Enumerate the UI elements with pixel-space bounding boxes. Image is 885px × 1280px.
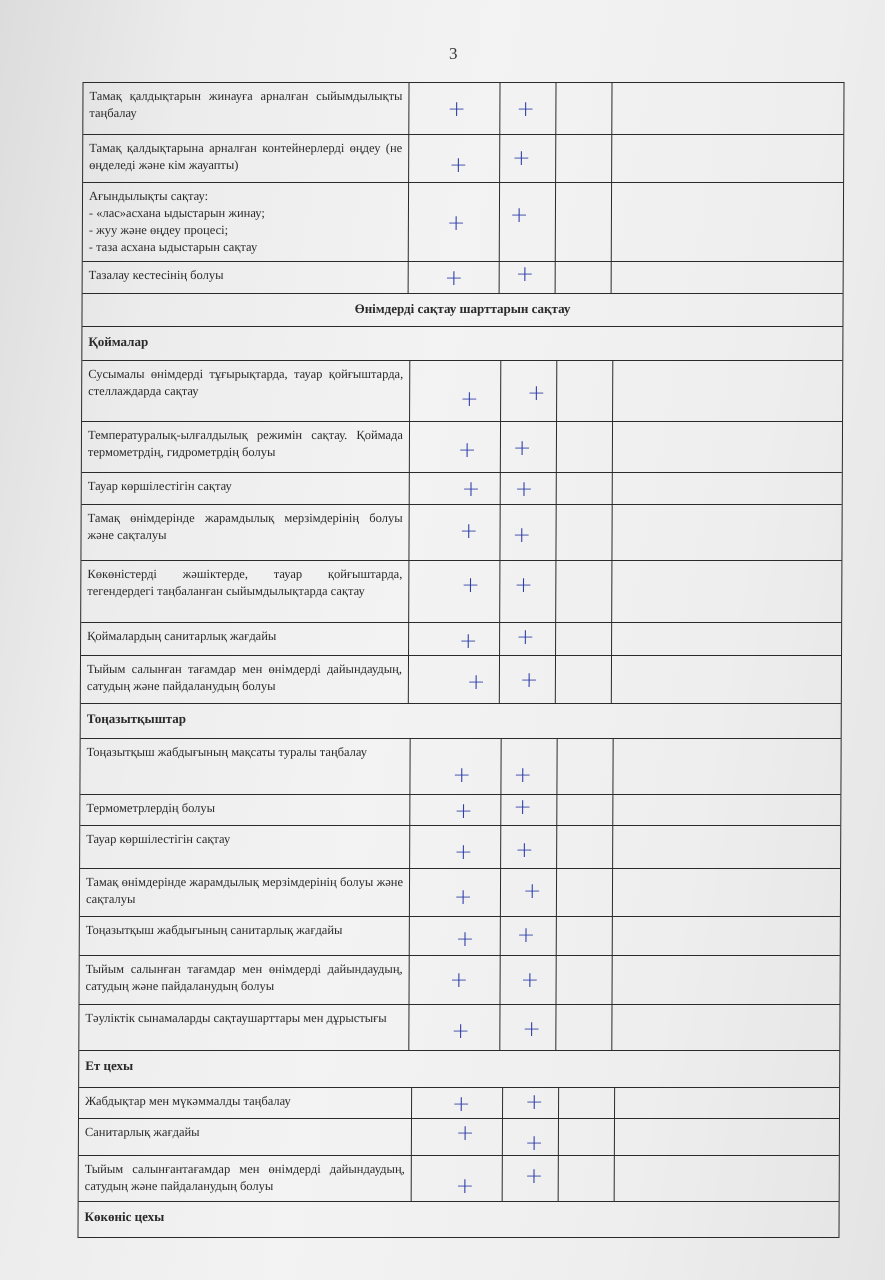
check-cell: [500, 623, 556, 655]
empty-cell: [556, 561, 612, 622]
empty-cell: [556, 262, 612, 293]
plus-mark: +: [449, 153, 468, 178]
plus-mark: +: [459, 629, 478, 654]
plus-mark: +: [512, 146, 531, 171]
plus-mark: +: [515, 262, 535, 287]
row-text: Температуралық-ылғалдылық режимін сақтау. Қоймада термометрдің, гидрометрдің болуы: [82, 422, 410, 472]
page-number: 3: [449, 44, 458, 63]
plus-mark: +: [520, 968, 540, 993]
empty-cell: [557, 739, 613, 794]
plus-mark: +: [525, 1090, 544, 1115]
table-row: [82, 422, 842, 473]
check-cell: [409, 135, 500, 182]
check-cell: [412, 1119, 503, 1155]
plus-mark: +: [512, 436, 532, 461]
row-text: Тамақ өнімдерінде жарамдылық мерзімдерінің болуы және сақталуы: [80, 869, 410, 916]
check-cell: [500, 262, 556, 293]
table-row: [80, 795, 840, 826]
notes-cell: [612, 505, 841, 560]
notes-cell: [612, 623, 841, 655]
table-row: [81, 623, 841, 656]
checklist-table: [77, 82, 844, 1238]
notes-cell: [612, 656, 841, 703]
subsection-title: Тоңазытқыштар: [86, 711, 187, 726]
subsection-title: Ет цехы: [85, 1058, 134, 1073]
notes-cell: [612, 262, 843, 293]
plus-mark: +: [522, 879, 542, 904]
plus-mark: +: [446, 211, 466, 236]
check-cell: [409, 956, 500, 1004]
row-text: Тауар көршілестігін сақтау: [82, 473, 410, 504]
plus-mark: +: [454, 799, 473, 824]
check-cell: [500, 656, 556, 703]
section-title: Өнімдерді сақтау шарттарын сақтау: [354, 301, 571, 316]
plus-mark: +: [519, 668, 539, 693]
check-cell: [500, 83, 556, 134]
check-cell: [501, 795, 557, 825]
empty-cell: [556, 183, 612, 261]
subsection-header-row: [79, 1051, 839, 1088]
plus-mark: +: [461, 573, 480, 598]
check-cell: [409, 505, 500, 560]
plus-mark: +: [452, 1092, 471, 1117]
row-text-line: - таза асхана ыдыстарын сақтау: [88, 240, 258, 254]
notes-cell: [613, 422, 842, 472]
empty-cell: [559, 1088, 615, 1118]
check-cell: [412, 1088, 503, 1118]
plus-mark: +: [466, 670, 486, 695]
check-cell: [410, 795, 501, 825]
check-cell: [503, 1156, 559, 1201]
notes-cell: [612, 956, 839, 1004]
check-cell: [412, 1156, 503, 1201]
row-text: Сусымалы өнімдерді тұғырықтарда, тауар қойғыштарда, стеллаждарда сақтау: [82, 361, 410, 421]
plus-mark: +: [455, 1174, 475, 1199]
table-row: [83, 135, 843, 183]
plus-mark: +: [527, 381, 546, 406]
check-cell: [501, 473, 557, 504]
row-text-line: - «лас»асхана ыдыстарын жинау;: [88, 206, 265, 220]
row-text: Тыйым салынған тағамдар мен өнімдерді дайындаудың, сатудың және пайдаланудың болуы: [81, 656, 409, 703]
row-text: Тәуліктік сынамаларды сақтаушарттары мен дұрыстығы: [79, 1005, 409, 1050]
check-cell: [503, 1088, 559, 1118]
notes-cell: [613, 739, 840, 794]
plus-mark: +: [444, 266, 464, 291]
notes-cell: [615, 1156, 839, 1201]
plus-mark: +: [516, 625, 535, 650]
plus-mark: +: [457, 438, 477, 463]
empty-cell: [557, 869, 613, 916]
empty-cell: [556, 1005, 612, 1050]
row-text: Термометрлердің болуы: [80, 795, 410, 825]
plus-mark: +: [461, 477, 481, 502]
table-row: [82, 361, 842, 422]
row-text: [83, 183, 409, 261]
check-cell: [503, 1119, 559, 1155]
row-text-line: - жуу және өңдеу процесі;: [88, 223, 229, 237]
notes-cell: [613, 869, 840, 916]
row-text: Қоймалардың санитарлық жағдайы: [81, 623, 409, 655]
table-row: [82, 473, 842, 505]
plus-mark: +: [515, 838, 534, 863]
check-cell: [500, 956, 556, 1004]
row-text: Жабдықтар мен мүкәммалды таңбалау: [79, 1088, 412, 1118]
plus-mark: +: [451, 1019, 470, 1044]
row-text-line: Ағындылықты сақтау:: [88, 189, 209, 203]
check-cell: [501, 361, 557, 421]
plus-mark: +: [509, 203, 529, 228]
check-cell: [410, 917, 501, 955]
subsection-header-row: [81, 704, 841, 739]
notes-cell: [613, 917, 840, 955]
table-row: [79, 956, 839, 1005]
table-row: [79, 1088, 839, 1119]
plus-mark: +: [524, 1131, 544, 1156]
plus-mark: +: [513, 795, 532, 820]
notes-cell: [613, 795, 840, 825]
check-cell: [409, 623, 500, 655]
subsection-header-row: [82, 327, 842, 361]
notes-cell: [612, 135, 843, 182]
plus-mark: +: [455, 927, 475, 952]
plus-mark: +: [454, 840, 473, 865]
table-row: [83, 83, 843, 135]
check-cell: [410, 826, 501, 868]
check-cell: [501, 917, 557, 955]
notes-cell: [613, 826, 840, 868]
table-row: [79, 1119, 839, 1156]
row-text: Тауар көршілестігін сақтау: [80, 826, 410, 868]
plus-mark: +: [514, 477, 534, 502]
empty-cell: [557, 795, 613, 825]
empty-cell: [556, 83, 612, 134]
empty-cell: [557, 361, 613, 421]
subsection-title: Көкөніс цехы: [84, 1209, 165, 1224]
check-cell: [500, 183, 556, 261]
check-cell: [410, 739, 501, 794]
table-row: [83, 262, 843, 294]
empty-cell: [557, 473, 613, 504]
plus-mark: +: [516, 97, 535, 122]
plus-mark: +: [449, 968, 469, 993]
table-row: [80, 826, 840, 869]
row-text: Тамақ қалдықтарын жинауға арналған сыйымдылықты таңбалау: [83, 83, 409, 134]
row-text: Тамақ өнімдерінде жарамдылық мерзімдерінің болуы және сақталуы: [81, 505, 409, 560]
check-cell: [409, 262, 500, 293]
empty-cell: [557, 917, 613, 955]
check-cell: [501, 869, 557, 916]
table-row: [80, 869, 840, 917]
table-row: [79, 1156, 839, 1202]
table-row: [83, 183, 843, 262]
plus-mark: +: [452, 763, 471, 788]
check-cell: [501, 739, 557, 794]
row-text: Тазалау кестесінің болуы: [83, 262, 409, 293]
check-cell: [500, 135, 556, 182]
notes-cell: [615, 1088, 839, 1118]
empty-cell: [556, 956, 612, 1004]
row-text: Тоңазытқыш жабдығының санитарлық жағдайы: [80, 917, 410, 955]
row-text: Тамақ қалдықтарына арналған контейнерлерді өңдеу (не өңделеді және кім жауапты): [83, 135, 409, 182]
table-row: [81, 656, 841, 704]
plus-mark: +: [455, 1121, 475, 1146]
notes-cell: [615, 1119, 839, 1155]
check-cell: [410, 869, 501, 916]
section-header-row: [82, 294, 842, 327]
empty-cell: [557, 826, 613, 868]
check-cell: [501, 826, 557, 868]
check-cell: [410, 422, 501, 472]
plus-mark: +: [514, 573, 533, 598]
table-row: [80, 739, 840, 795]
check-cell: [501, 422, 557, 472]
table-row: [81, 505, 841, 561]
check-cell: [410, 361, 501, 421]
subsection-header-row: [78, 1202, 838, 1238]
plus-mark: +: [524, 1164, 544, 1189]
table-row: [80, 917, 840, 956]
check-cell: [409, 656, 500, 703]
plus-mark: +: [447, 97, 466, 122]
check-cell: [500, 1005, 556, 1050]
notes-cell: [612, 1005, 839, 1050]
table-row: [79, 1005, 839, 1051]
check-cell: [410, 473, 501, 504]
check-cell: [500, 505, 556, 560]
empty-cell: [556, 505, 612, 560]
empty-cell: [556, 656, 612, 703]
check-cell: [409, 1005, 500, 1050]
notes-cell: [612, 561, 841, 622]
row-text: Тоңазытқыш жабдығының мақсаты туралы таңбалау: [80, 739, 410, 794]
plus-mark: +: [453, 885, 473, 910]
notes-cell: [613, 361, 842, 421]
notes-cell: [612, 83, 843, 134]
row-text: Тыйым салынғантағамдар мен өнімдерді дайындаудың, сатудың және пайдаланудың болуы: [79, 1156, 412, 1201]
empty-cell: [559, 1156, 615, 1201]
subsection-title: Қоймалар: [88, 334, 149, 349]
plus-mark: +: [522, 1017, 541, 1042]
notes-cell: [612, 183, 843, 261]
plus-mark: +: [459, 519, 479, 544]
empty-cell: [556, 135, 612, 182]
check-cell: [409, 83, 500, 134]
plus-mark: +: [460, 387, 479, 412]
table-row: [81, 561, 841, 623]
row-text: Санитарлық жағдайы: [79, 1119, 412, 1155]
plus-mark: +: [516, 923, 536, 948]
check-cell: [409, 183, 500, 261]
row-text: Көкөністерді жәшіктерде, тауар қойғыштарда, тегендердегі таңбаланған сыйымдылықтарда сақтау: [81, 561, 409, 622]
empty-cell: [557, 422, 613, 472]
empty-cell: [559, 1119, 615, 1155]
plus-mark: +: [513, 763, 532, 788]
plus-mark: +: [512, 523, 532, 548]
row-text: Тыйым салынған тағамдар мен өнімдерді дайындаудың, сатудың және пайдаланудың болуы: [79, 956, 409, 1004]
notes-cell: [613, 473, 842, 504]
empty-cell: [556, 623, 612, 655]
check-cell: [409, 561, 500, 622]
check-cell: [500, 561, 556, 622]
